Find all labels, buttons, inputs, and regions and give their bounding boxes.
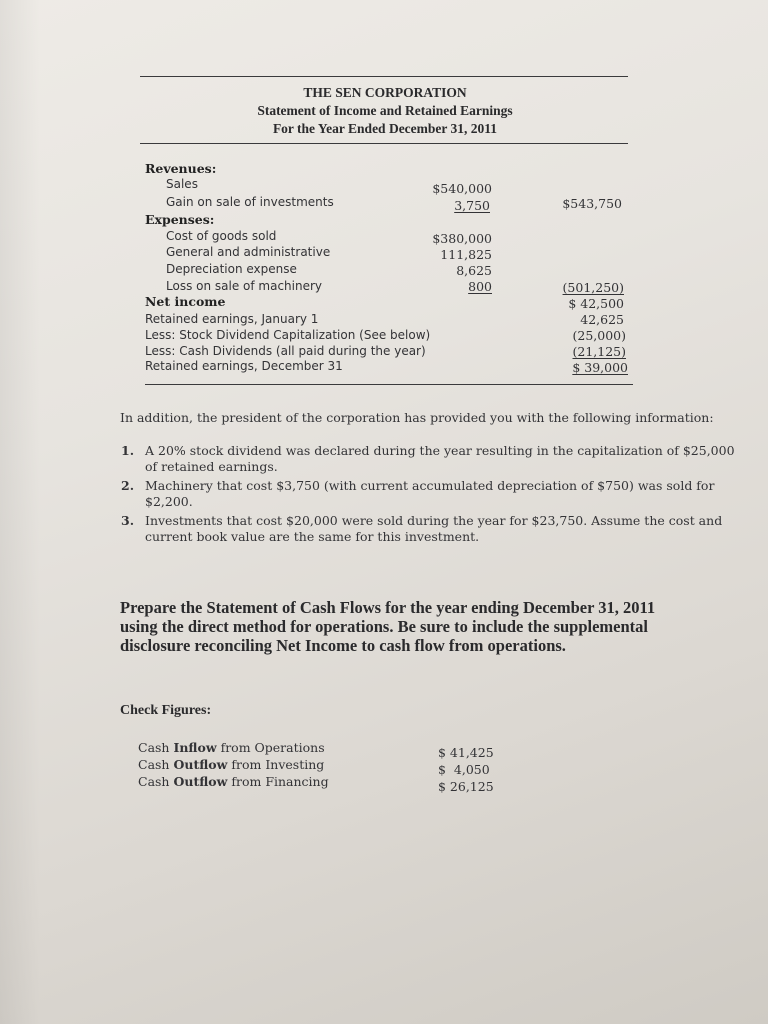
expense-label: Depreciation expense bbox=[166, 262, 297, 276]
check-figure-value: $ 41,425 bbox=[438, 745, 494, 760]
info-item-text: current book value are the same for this investment. bbox=[145, 529, 480, 544]
revenue-amount: $540,000 bbox=[432, 181, 492, 196]
info-item-number: 1. bbox=[121, 443, 135, 458]
retained-value: (21,125) bbox=[572, 344, 626, 359]
check-figure-value: $ 26,125 bbox=[438, 779, 494, 794]
check-figure-label: Cash Outflow from Financing bbox=[138, 774, 329, 789]
task-line: Prepare the Statement of Cash Flows for the year ending December 31, 2011 bbox=[120, 598, 656, 617]
check-figures-title: Check Figures: bbox=[120, 703, 212, 718]
expenses-heading: Expenses: bbox=[145, 212, 215, 227]
expense-label: Cost of goods sold bbox=[166, 229, 277, 243]
statement-period: For the Year Ended December 31, 2011 bbox=[272, 121, 498, 136]
expense-amount: 8,625 bbox=[456, 263, 492, 278]
info-item-text: A 20% stock dividend was declared during the year resulting in the capitalization of $25,000 bbox=[145, 443, 735, 458]
info-item-number: 3. bbox=[121, 513, 135, 528]
statement-title: Statement of Income and Retained Earnings bbox=[257, 103, 513, 118]
retained-value: 42,625 bbox=[580, 312, 624, 327]
revenues-heading: Revenues: bbox=[145, 161, 217, 176]
info-item-text: Machinery that cost $3,750 (with current accumulated depreciation of $750) was sold for bbox=[145, 478, 715, 493]
company-name: THE SEN CORPORATION bbox=[303, 85, 467, 100]
revenue-amount: 3,750 bbox=[454, 198, 490, 213]
expense-amount: 800 bbox=[468, 279, 492, 294]
check-figure-value: $ 4,050 bbox=[438, 762, 490, 777]
retained-label: Retained earnings, December 31 bbox=[145, 359, 343, 373]
task-line: disclosure reconciling Net Income to cash flow from operations. bbox=[120, 636, 566, 655]
info-item-text: $2,200. bbox=[145, 494, 193, 509]
check-figure-label: Cash Outflow from Investing bbox=[138, 757, 325, 772]
info-item-text: Investments that cost $20,000 were sold during the year for $23,750. Assume the cost and bbox=[145, 513, 723, 528]
check-figure-label: Cash Inflow from Operations bbox=[138, 740, 325, 755]
page-shadow bbox=[0, 0, 40, 1024]
expense-amount: $380,000 bbox=[432, 231, 492, 246]
expense-label: Loss on sale of machinery bbox=[166, 279, 323, 293]
retained-value: (25,000) bbox=[572, 328, 626, 343]
expense-amount: 111,825 bbox=[440, 247, 492, 262]
task-line: using the direct method for operations. Be sure to include the supplemental bbox=[120, 617, 649, 636]
retained-label: Less: Stock Dividend Capitalization (See below) bbox=[145, 328, 431, 342]
expense-label: General and administrative bbox=[166, 245, 331, 259]
header-top-rule bbox=[140, 76, 628, 77]
expense-total: (501,250) bbox=[562, 280, 624, 295]
statement-bottom-rule bbox=[145, 384, 633, 385]
additional-intro: In addition, the president of the corporation has provided you with the following information: bbox=[120, 410, 714, 425]
info-item-number: 2. bbox=[121, 478, 135, 493]
retained-label: Less: Cash Dividends (all paid during the year) bbox=[145, 344, 426, 358]
revenue-label: Gain on sale of investments bbox=[166, 195, 334, 209]
info-item-text: of retained earnings. bbox=[145, 459, 278, 474]
revenue-label: Sales bbox=[166, 177, 198, 191]
header-bottom-rule bbox=[140, 143, 628, 144]
retained-label: Retained earnings, January 1 bbox=[145, 312, 319, 326]
retained-value: $ 39,000 bbox=[572, 360, 628, 375]
net-income-value: $ 42,500 bbox=[568, 296, 624, 311]
revenue-total: $543,750 bbox=[562, 196, 622, 211]
net-income-label: Net income bbox=[145, 294, 226, 309]
